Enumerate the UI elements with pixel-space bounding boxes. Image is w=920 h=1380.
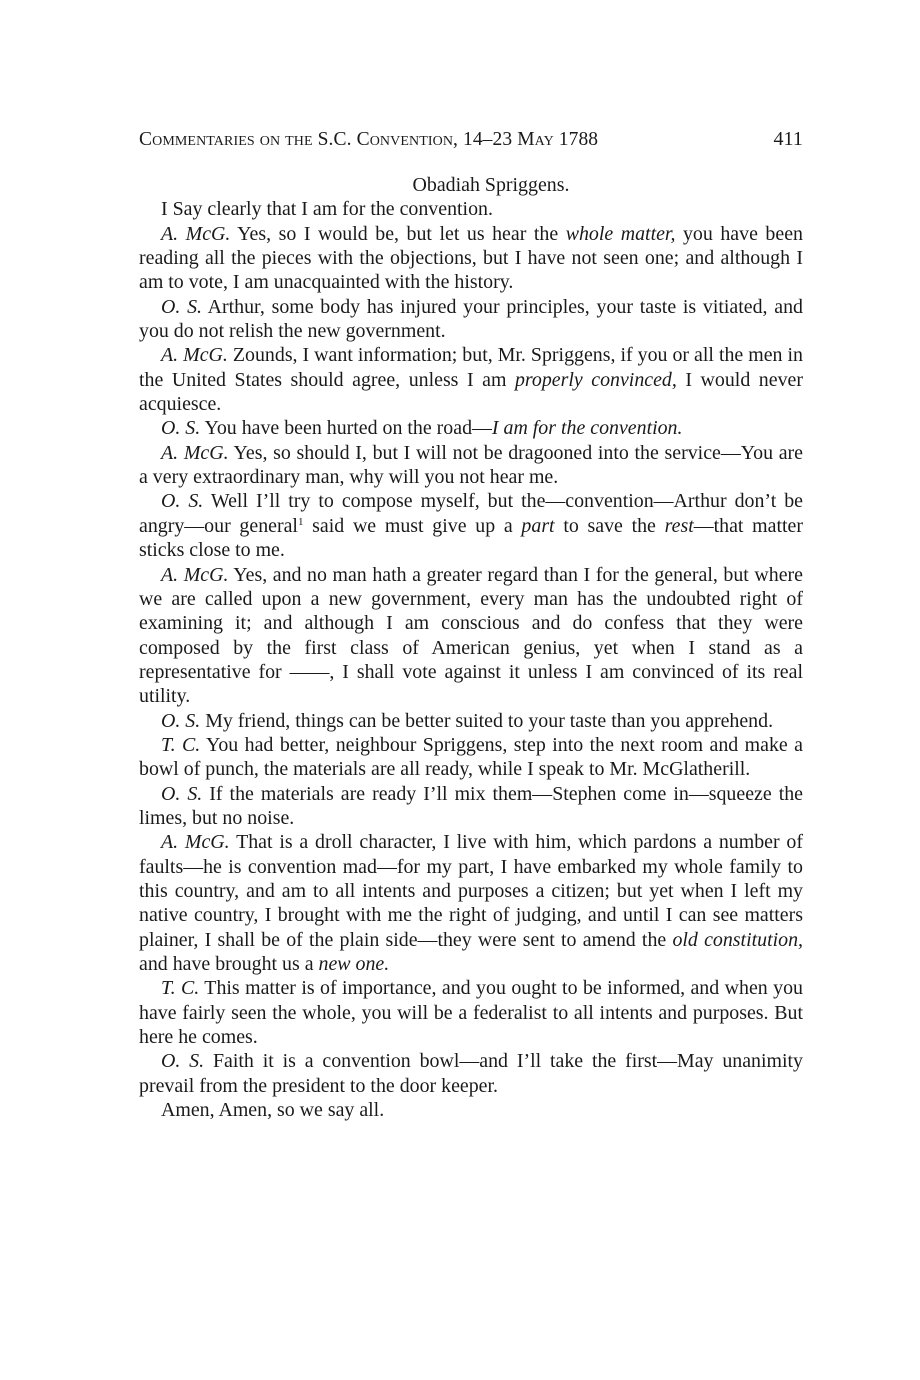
paragraph-text: Arthur, some body has injured your principles, your taste is vitiated, and you do not relish the new government. [139,295,803,343]
dialogue-paragraph [139,563,803,709]
paragraph-text: My friend, things can be better suited to your taste than you apprehend. [200,709,774,732]
document-page [139,128,803,1122]
dialogue-paragraph [139,343,803,416]
dialogue-paragraph [139,295,803,344]
italic-text: I am for the convention. [491,417,683,440]
dialogue-paragraph [139,489,803,562]
paragraph-text: and have brought us a [139,953,319,975]
paragraph-text: If the materials are ready I’ll mix them—Stephen come in—squeeze the limes, but no noise. [139,782,803,829]
paragraph-text: Yes, so should I, but I will not be dragooned into the service—You are a very extraordinary man, why will you not hear me. [139,441,803,489]
paragraph-text: to save the [554,514,665,537]
paragraph-text: Well I’ll try to compose myself, but the—convention—Arthur don’t be angry—our general [139,490,803,537]
speaker-abbreviation: T. C. [161,977,200,1000]
paragraph-text: you have been reading all the pieces with the objections, but I have not seen one; and although I am to vote, I am unacquainted with the history. [139,222,803,294]
speaker-abbreviation: A. McG. [161,441,229,464]
dialogue-paragraph [139,416,803,440]
speaker-abbreviation: O. S. [161,709,201,732]
speaker-abbreviation: O. S. [161,490,204,513]
dialogue-paragraph [139,782,803,831]
italic-text: rest [664,514,694,537]
dialogue-body [139,173,803,1122]
speaker-abbreviation: A. McG. [161,563,229,586]
paragraph-text: That is a droll character, I live with him, which pardons a number of faults—he is convention mad—for my part, I have embarked my whole family to this country, and am to all intents and purposes a citizen; but yet when I left my native country, I brought with me the right of judging, and until I can see matters plainer, I shall be of the plain side—they were sent to amend the [139,831,803,951]
dialogue-paragraph [139,830,803,976]
paragraph-text: You have been hurted on the road— [200,417,492,440]
speaker-abbreviation: A. McG. [161,831,230,854]
speaker-abbreviation: O. S. [161,295,202,318]
running-head [139,128,803,158]
paragraph-text: I Say clearly that I am for the convention. [161,198,493,221]
paragraph-text: Amen, Amen, so we say all. [161,1099,385,1122]
dialogue-paragraph [139,1049,803,1098]
dialogue-paragraph [139,441,803,490]
paragraph-text: Yes, so I would be, but let us hear the [230,222,566,245]
italic-text: properly convinced, [514,368,677,391]
dialogue-heading: Obadiah Spriggens. [412,174,570,196]
running-head-title: Commentaries on the S.C. Convention, 14–23 May 1788 [139,129,599,150]
speaker-abbreviation: O. S. [161,417,201,440]
dialogue-paragraph [139,976,803,1049]
paragraph-text: Yes, and no man hath a greater regard than I for the general, but where we are called upon a new government, every man has the undoubted right of examining it; and although I am conscious and do confess that they were composed by the first class of American genius, yet when I stand as a representative for ——, I shall vote against it unless I am convinced of its real utility. [139,563,803,708]
speaker-abbreviation: O. S. [161,782,203,805]
paragraph-text: Zounds, I want information; but, Mr. Spriggens, if you or all the men in the United States should agree, unless I am [139,344,803,391]
speaker-abbreviation: O. S. [161,1050,205,1073]
paragraph-text: You had better, neighbour Spriggens, step into the next room and make a bowl of punch, the materials are all ready, while I speak to Mr. McGlatherill. [139,733,803,781]
dialogue-paragraph [139,197,803,221]
paragraph-text: —that matter sticks close to me. [139,514,803,562]
speaker-abbreviation: T. C. [161,733,201,756]
page-number: 411 [773,128,803,150]
dialogue-paragraph [139,709,803,733]
italic-text: new one. [318,953,390,975]
dialogue-paragraph [139,1098,803,1122]
italic-text: part [521,514,555,537]
dialogue-paragraph [139,222,803,295]
italic-text: whole matter, [565,222,676,245]
paragraph-text: Faith it is a convention bowl—and I’ll take the first—May unanimity prevail from the president to the door keeper. [139,1050,803,1097]
italic-text: old constitution, [672,928,803,951]
speaker-abbreviation: A. McG. [161,222,231,245]
paragraph-text: said we must give up a [303,514,522,537]
paragraph-text: This matter is of importance, and you ought to be informed, and when you have fairly seen the whole, you will be a federalist to all intents and purposes. But here he comes. [139,977,803,1049]
dialogue-paragraph [139,733,803,782]
speaker-abbreviation: A. McG. [161,344,228,367]
paragraph-text: I would never acquiesce. [139,368,803,416]
footnote-reference: 1 [297,515,304,528]
